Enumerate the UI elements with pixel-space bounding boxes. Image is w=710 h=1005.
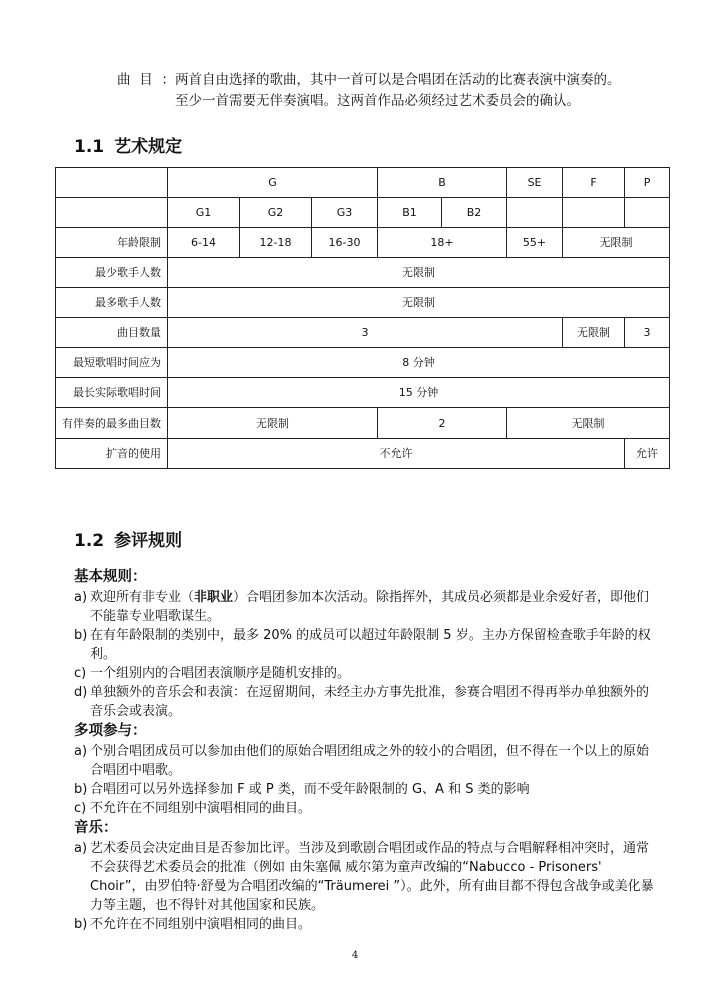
subgroup-g1: G1 [168, 198, 240, 228]
table-row: 年龄限制 6-14 12-18 16-30 18+ 55+ 无限制 [56, 228, 670, 258]
row-label-accompaniment: 有伴奏的最多曲目数 [56, 408, 168, 439]
row-label-amplification: 扩音的使用 [56, 439, 168, 469]
row-label-max-singers: 最多歌手人数 [56, 288, 168, 318]
section-heading-arts: 1.1 艺术规定 [74, 137, 183, 157]
group-se: SE [507, 168, 563, 198]
subgroup-g3: G3 [312, 198, 378, 228]
group-f: F [563, 168, 625, 198]
row-label-min-singers: 最少歌手人数 [56, 258, 168, 288]
row-label-age: 年龄限制 [56, 228, 168, 258]
subheading-multi: 多项参与： [74, 723, 147, 739]
row-label-max-time: 最长实际歌唱时间 [56, 378, 168, 408]
intro-label: 曲目： [117, 72, 175, 88]
table-row: 扩音的使用 不允许 允许 [56, 439, 670, 469]
bold-term: 非职业 [194, 590, 234, 605]
table-row: 曲目数量 3 无限制 3 [56, 318, 670, 348]
table-row: 最多歌手人数 无限制 [56, 288, 670, 318]
list-item: a) 艺术委员会决定曲目是否参加比评。当涉及到歌剧合唱团或作品的特点与合唱解释相冲突时，通常不会获得艺术委员会的批准（例如 由朱塞佩 威尔第为童声改编的“Nabucco - Prisoners' Choir”，由罗伯特·舒曼为合唱团改编的“Träumerei ”）。此外，所有曲目都不得包含战争或美化暴力等主题，也不得针对其他国家和民族。 [74, 841, 654, 913]
list-item: b) 在有年龄限制的类别中，最多 20% 的成员可以超过年龄限制 5 岁。主办方保留检查歌手年龄的权利。 [74, 628, 651, 662]
group-g: G [168, 168, 378, 198]
list-item: a) 个别合唱团成员可以参加由他们的原始合唱团组成之外的较小的合唱团，但不得在一个以上的原始合唱团中唱歌。 [74, 744, 650, 778]
subgroup-b2: B2 [442, 198, 507, 228]
subgroup-b1: B1 [378, 198, 442, 228]
group-b: B [378, 168, 507, 198]
table-row: 最短歌唱时间应为 8 分钟 [56, 348, 670, 378]
list-item: d) 单独额外的音乐会和表演：在逗留期间，未经主办方事先批准，参赛合唱团不得再举办单独额外的音乐会或表演。 [74, 685, 650, 719]
repertoire-intro [117, 70, 621, 112]
section-heading-rules: 1.2 参评规则 [74, 531, 183, 551]
intro-line-2: 至少一首需要无伴奏演唱。这两首作品必须经过艺术委员会的确认。 [175, 93, 580, 109]
subheading-basic: 基本规则： [74, 569, 147, 585]
page-number: 4 [351, 950, 359, 961]
participation-rules [74, 567, 654, 934]
intro-line-1: 曲目：两首自由选择的歌曲，其中一首可以是合唱团在活动的比赛表演中演奏的。 [117, 70, 621, 91]
arts-spec-table [55, 167, 670, 469]
table-row: 最长实际歌唱时间 15 分钟 [56, 378, 670, 408]
subheading-music: 音乐： [74, 820, 118, 836]
row-label-songs: 曲目数量 [56, 318, 168, 348]
row-label-min-time: 最短歌唱时间应为 [56, 348, 168, 378]
subgroup-g2: G2 [240, 198, 312, 228]
table-row: 有伴奏的最多曲目数 无限制 2 无限制 [56, 408, 670, 439]
table-row [56, 198, 670, 228]
list-item: c) 不允许在不同组别中演唱相同的曲目。 [74, 801, 312, 816]
list-item: a) 欢迎所有非专业（非职业）合唱团参加本次活动。除指挥外，其成员必须都是业余爱好者，即他们不能靠专业唱歌谋生。 [74, 590, 650, 624]
table-row [56, 168, 670, 198]
list-item: b) 不允许在不同组别中演唱相同的曲目。 [74, 917, 312, 932]
list-item: b) 合唱团可以另外选择参加 F 或 P 类，而不受年龄限制的 G、A 和 S 类的影响 [74, 782, 530, 797]
table-row: 最少歌手人数 无限制 [56, 258, 670, 288]
group-p: P [625, 168, 670, 198]
list-item: c) 一个组别内的合唱团表演顺序是随机安排的。 [74, 666, 351, 681]
